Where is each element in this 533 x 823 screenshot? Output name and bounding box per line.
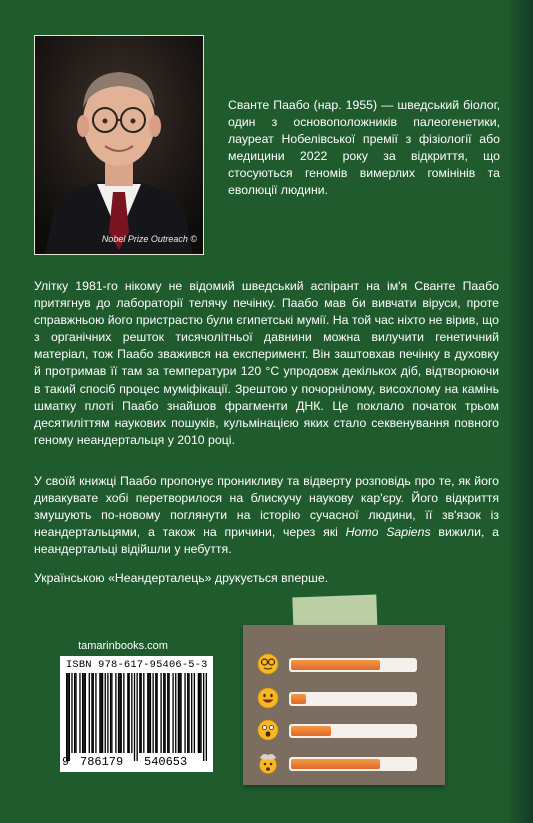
barcode-bar: [180, 673, 181, 753]
shocked-face-icon: [257, 719, 279, 741]
barcode-bar: [137, 673, 138, 761]
paragraph-2-tail: вижили, а неандертальці відійшли у небуття.: [34, 525, 499, 557]
barcode-bar: [75, 673, 76, 753]
rating-fill: [291, 759, 380, 769]
spine-edge: [511, 0, 533, 823]
barcode-bar: [127, 673, 128, 753]
barcode-bar: [82, 673, 83, 753]
barcode-bar: [83, 673, 84, 753]
ean-first-digit: 9: [62, 755, 70, 769]
barcode-bar: [198, 673, 199, 753]
rating-track: [289, 757, 417, 771]
barcode-bar: [155, 673, 156, 753]
rating-track: [289, 724, 417, 738]
barcode-bar: [101, 673, 102, 753]
barcode-bar: [131, 673, 132, 753]
barcode-bars: [66, 673, 207, 761]
barcode-bar: [99, 673, 100, 753]
barcode-bar: [156, 673, 157, 753]
barcode-bar: [175, 673, 176, 753]
rating-fill: [291, 660, 380, 670]
homo-sapiens-term: Homo Sapiens: [345, 525, 431, 540]
barcode-bar: [115, 673, 116, 753]
barcode-bar: [129, 673, 130, 753]
barcode-bar: [191, 673, 192, 753]
barcode-bar: [119, 673, 120, 753]
annotation-paragraph-1: Улітку 1981-го нікому не відомий шведський аспірант на ім'я Сванте Паабо притягнув до лабораторії телячу печінку. Паабо мав би вивчати віруси, проте справжньою його пристрастю були єгипетські мумії. На той час ніхто не вірив, що з органічних решток тисячолітньої давнини можна вилучити генетичний матеріал, тож Паабо зважився на експеримент. Він заштовхав печінку в духовку й протримав її там за температури 120 °C упродовж декількох діб, відтворюючи в такий спосіб процес муміфікації. Зрештою у почорнілому, висохлому на камінь шматку плоті Паабо знайшов фрагменти ДНК. Це поклало початок трьом десятиліттям наукових пошуків, кульмінацією яких стало секвенування повного геному неандертальця у 2010 році.: [34, 279, 499, 447]
barcode-bar: [150, 673, 151, 753]
barcode-bar: [184, 673, 185, 753]
barcode-bar: [206, 673, 207, 761]
ean-left-digits: 786179: [80, 755, 124, 769]
barcode-bar: [102, 673, 103, 753]
barcode-bar: [123, 673, 124, 753]
barcode-bar: [199, 673, 200, 753]
barcode-bar: [91, 673, 92, 753]
rating-track: [289, 658, 417, 672]
barcode-bar: [160, 673, 161, 753]
barcode-bar: [188, 673, 189, 753]
barcode-bar: [66, 673, 67, 761]
barcode-bar: [79, 673, 80, 753]
barcode-bar: [69, 673, 70, 761]
photo-credit: Nobel Prize Outreach ©: [101, 234, 197, 244]
barcode-bar: [194, 673, 195, 753]
glasses-face-icon: [257, 653, 279, 675]
barcode-bar: [178, 673, 179, 753]
rating-fill: [291, 726, 331, 736]
barcode-bar: [179, 673, 180, 753]
barcode-bar: [67, 673, 68, 761]
rating-track: [289, 692, 417, 706]
isbn-number: ISBN 978-617-95406-5-3: [66, 659, 208, 671]
author-portrait-icon: [35, 36, 203, 254]
barcode-bar: [89, 673, 90, 753]
author-bio: Сванте Паабо (нар. 1955) — шведський біолог, один з основоположників палеогенетики, лауреат Нобелівської премії з фізіології або медицини 2022 року за відкриття, що стосуються геномів вимерлих гомінінів та еволюції людини.: [228, 98, 500, 197]
ean-right-digits: 540653: [144, 755, 188, 769]
barcode-bar: [143, 673, 144, 753]
barcode-bar: [71, 673, 72, 753]
barcode-bar: [148, 673, 149, 753]
barcode-bar: [203, 673, 204, 761]
barcode-bar: [140, 673, 141, 753]
grinning-face-icon: [257, 687, 279, 709]
barcode-bar: [164, 673, 165, 753]
barcode-bar: [152, 673, 153, 753]
barcode-bar: [167, 673, 168, 753]
author-photo: [34, 35, 204, 255]
barcode-bar: [187, 673, 188, 753]
barcode-bar: [139, 673, 140, 753]
barcode-bar: [172, 673, 173, 753]
barcode-bar: [107, 673, 108, 753]
barcode-bar: [163, 673, 164, 753]
annotation-paragraph-3: Українською «Неандерталець» друкується вперше.: [34, 571, 329, 585]
barcode-bar: [110, 673, 111, 753]
rating-card: [243, 625, 445, 785]
barcode-bar: [95, 673, 96, 753]
barcode-bar: [118, 673, 119, 753]
mind-blown-face-icon: [257, 752, 279, 774]
barcode-bar: [74, 673, 75, 753]
publisher-website[interactable]: tamarinbooks.com: [78, 640, 168, 652]
annotation-paragraph-2: [34, 473, 499, 558]
barcode-bar: [111, 673, 112, 753]
barcode-bar: [134, 673, 135, 761]
barcode-bar: [105, 673, 106, 753]
barcode-bar: [85, 673, 86, 753]
rating-fill: [291, 694, 306, 704]
isbn-barcode: [60, 656, 213, 772]
barcode-bar: [168, 673, 169, 753]
barcode-bar: [93, 673, 94, 753]
barcode-bar: [147, 673, 148, 753]
barcode-bar: [121, 673, 122, 753]
barcode-bar: [200, 673, 201, 753]
paragraph-2-text: У своїй книжці Паабо пропонує проникливу та відверту розповідь про те, як його дивакувате хобі перетворилося на блискучу наукову кар'єру. Його відкриття змушують по-новому поглянути на історію сучасної людини, її зв'язок із неандертальцями, а також на причини, через які: [34, 474, 499, 540]
